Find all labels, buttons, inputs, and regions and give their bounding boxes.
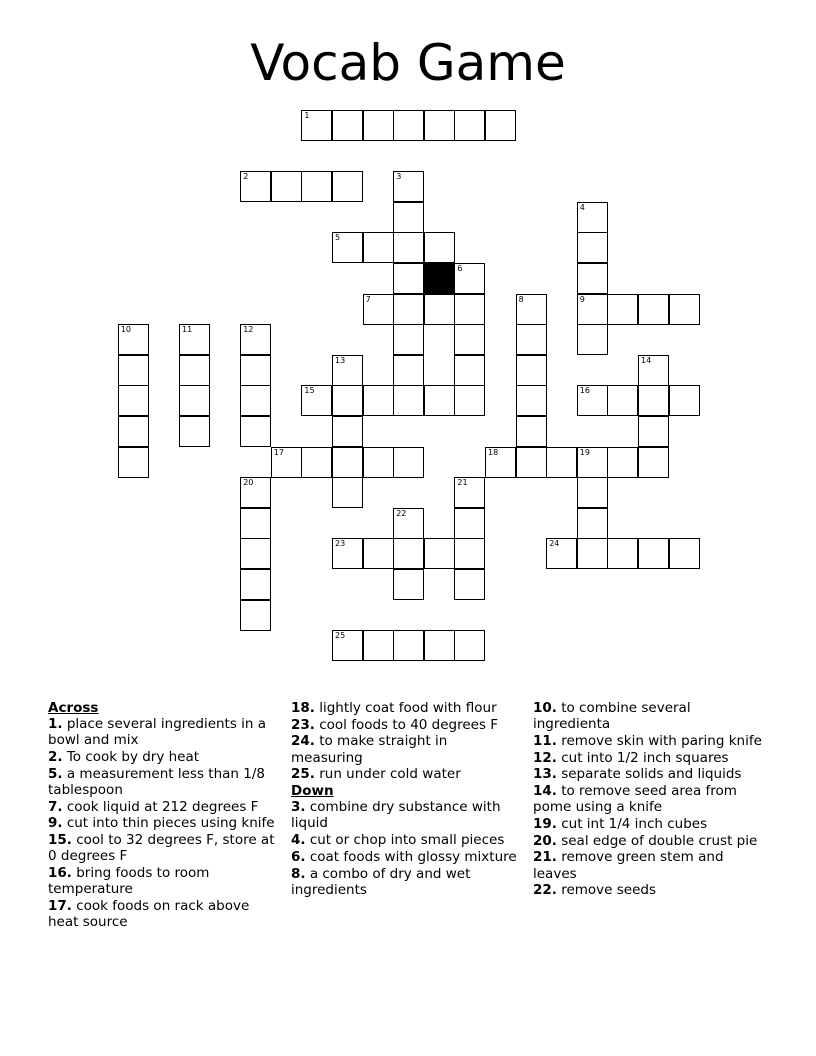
clue-text: to combine several ingredienta xyxy=(533,700,691,733)
clue-number: 11 xyxy=(182,325,193,335)
clue-num: 12. xyxy=(533,749,557,766)
grid-cell[interactable] xyxy=(454,263,485,294)
clue-num: 9. xyxy=(48,815,63,832)
grid-cell[interactable] xyxy=(424,538,455,569)
clue-num: 11. xyxy=(533,732,557,749)
grid-cell[interactable] xyxy=(577,263,608,294)
grid-cell[interactable] xyxy=(516,355,547,386)
clue-item xyxy=(48,749,278,765)
clue-text: to remove seed area from pome using a knife xyxy=(533,783,737,816)
grid-cell[interactable] xyxy=(240,324,271,355)
grid-cell[interactable] xyxy=(516,416,547,447)
grid-cell[interactable] xyxy=(424,630,455,661)
clue-text: To cook by dry heat xyxy=(62,749,200,766)
section-heading: Across xyxy=(48,700,99,716)
clue-number: 9 xyxy=(579,294,585,304)
grid-cell[interactable] xyxy=(118,385,149,416)
clue-text: cut into 1/2 inch squares xyxy=(556,749,729,766)
clue-text: a combo of dry and wet ingredients xyxy=(291,865,471,898)
grid-cell[interactable] xyxy=(118,447,149,478)
grid-cell[interactable] xyxy=(393,630,424,661)
grid-cell[interactable] xyxy=(332,630,363,661)
clue-num: 23. xyxy=(291,716,315,733)
grid-cell[interactable] xyxy=(607,294,638,325)
clue-column-3 xyxy=(533,700,768,899)
clue-number: 23 xyxy=(335,539,346,549)
grid-cell[interactable] xyxy=(454,324,485,355)
grid-cell[interactable] xyxy=(179,416,210,447)
clue-num: 20. xyxy=(533,832,557,849)
grid-cell[interactable] xyxy=(118,355,149,386)
clue-text: place several ingredients in a bowl and mix xyxy=(48,716,267,749)
grid-cell[interactable] xyxy=(577,324,608,355)
grid-cell[interactable] xyxy=(485,447,516,478)
clue-item xyxy=(48,815,278,831)
grid-cell[interactable] xyxy=(363,447,394,478)
grid-cell[interactable] xyxy=(454,355,485,386)
clue-number: 5 xyxy=(335,233,341,243)
clue-item xyxy=(291,766,521,782)
grid-cell[interactable] xyxy=(363,232,394,263)
grid-cell[interactable] xyxy=(638,416,669,447)
grid-cell[interactable] xyxy=(363,538,394,569)
grid-cell[interactable] xyxy=(607,385,638,416)
clue-text: remove skin with paring knife xyxy=(556,732,762,749)
grid-cell[interactable] xyxy=(393,508,424,539)
clue-text: cool to 32 degrees F, store at 0 degrees F xyxy=(48,832,275,865)
grid-cell[interactable] xyxy=(424,294,455,325)
grid-cell[interactable] xyxy=(424,232,455,263)
grid-cell[interactable] xyxy=(577,477,608,508)
clue-text: cut int 1/4 inch cubes xyxy=(556,815,708,832)
clue-item xyxy=(48,898,278,930)
clue-num: 16. xyxy=(48,865,72,882)
grid-cell[interactable] xyxy=(485,110,516,141)
clue-number: 12 xyxy=(243,325,254,335)
clue-number: 2 xyxy=(243,172,249,182)
grid-cell[interactable] xyxy=(301,110,332,141)
grid-cell[interactable] xyxy=(393,447,424,478)
clue-num: 1. xyxy=(48,716,63,733)
clue-number: 13 xyxy=(335,355,346,365)
grid-cell[interactable] xyxy=(393,294,424,325)
clue-text: cut into thin pieces using knife xyxy=(62,815,275,832)
grid-cell[interactable] xyxy=(638,447,669,478)
grid-cell[interactable] xyxy=(240,416,271,447)
grid-cell[interactable] xyxy=(546,447,577,478)
grid-cell[interactable] xyxy=(454,110,485,141)
grid-cell[interactable] xyxy=(669,385,700,416)
clue-number: 21 xyxy=(457,478,468,488)
clue-num: 13. xyxy=(533,766,557,783)
grid-cell[interactable] xyxy=(301,447,332,478)
grid-cell[interactable] xyxy=(424,385,455,416)
grid-cell[interactable] xyxy=(454,294,485,325)
clue-number: 1 xyxy=(304,111,310,120)
clue-text: cool foods to 40 degrees F xyxy=(314,716,499,733)
grid-cell[interactable] xyxy=(638,355,669,386)
grid-cell[interactable] xyxy=(118,416,149,447)
section-heading: Down xyxy=(291,783,334,800)
black-square xyxy=(424,263,455,294)
clue-text: cut or chop into small pieces xyxy=(305,832,505,849)
grid-cell[interactable] xyxy=(454,385,485,416)
grid-cell[interactable] xyxy=(454,477,485,508)
clue-number: 4 xyxy=(579,202,585,212)
grid-cell[interactable] xyxy=(332,385,363,416)
grid-cell[interactable] xyxy=(454,630,485,661)
clue-column-2 xyxy=(291,700,521,898)
grid-cell[interactable] xyxy=(240,171,271,202)
grid-cell[interactable] xyxy=(332,416,363,447)
grid-cell[interactable] xyxy=(393,202,424,233)
clue-item xyxy=(48,766,278,798)
clue-number: 3 xyxy=(396,172,402,182)
clue-number: 10 xyxy=(120,325,131,335)
grid-cell[interactable] xyxy=(301,171,332,202)
clue-item xyxy=(291,733,521,765)
grid-cell[interactable] xyxy=(271,447,302,478)
clue-num: 4. xyxy=(291,832,306,849)
page-title: Vocab Game xyxy=(250,34,566,92)
clue-num: 18. xyxy=(291,700,315,716)
grid-cell[interactable] xyxy=(271,171,302,202)
clue-text: lightly coat food with flour xyxy=(314,700,497,716)
clue-text: coat foods with glossy mixture xyxy=(305,848,517,865)
clue-number: 18 xyxy=(488,447,499,457)
clue-num: 6. xyxy=(291,848,306,865)
grid-cell[interactable] xyxy=(240,508,271,539)
clue-num: 14. xyxy=(533,783,557,800)
grid-cell[interactable] xyxy=(240,355,271,386)
grid-cell[interactable] xyxy=(332,447,363,478)
grid-cell[interactable] xyxy=(546,538,577,569)
grid-cell[interactable] xyxy=(332,477,363,508)
clue-item xyxy=(533,733,768,749)
clue-text: to make straight in measuring xyxy=(291,733,448,766)
clue-num: 3. xyxy=(291,799,306,816)
clue-text: remove green stem and leaves xyxy=(533,849,724,882)
clue-item xyxy=(291,700,521,716)
grid-cell[interactable] xyxy=(669,538,700,569)
grid-cell[interactable] xyxy=(393,538,424,569)
grid-cell[interactable] xyxy=(240,600,271,631)
clue-text: remove seeds xyxy=(556,882,657,899)
clue-num: 10. xyxy=(533,700,557,716)
grid-cell[interactable] xyxy=(240,569,271,600)
clue-item xyxy=(533,849,768,881)
grid-cell[interactable] xyxy=(393,171,424,202)
grid-cell[interactable] xyxy=(577,202,608,233)
clue-number: 19 xyxy=(579,447,590,457)
grid-cell[interactable] xyxy=(363,110,394,141)
grid-cell[interactable] xyxy=(179,324,210,355)
clue-text: separate solids and liquids xyxy=(556,766,742,783)
clue-item xyxy=(48,865,278,897)
clue-number: 6 xyxy=(457,264,463,273)
grid-cell[interactable] xyxy=(577,385,608,416)
clue-item xyxy=(291,717,521,733)
clue-text: cook liquid at 212 degrees F xyxy=(62,798,259,815)
grid-cell[interactable] xyxy=(118,324,149,355)
grid-cell[interactable] xyxy=(332,171,363,202)
grid-cell[interactable] xyxy=(577,447,608,478)
grid-cell[interactable] xyxy=(363,385,394,416)
grid-cell[interactable] xyxy=(516,294,547,325)
clue-item xyxy=(291,799,521,831)
clue-num: 21. xyxy=(533,849,557,866)
clue-text: seal edge of double crust pie xyxy=(556,832,758,849)
grid-cell[interactable] xyxy=(393,385,424,416)
grid-cell[interactable] xyxy=(607,447,638,478)
clue-text: cook foods on rack above heat source xyxy=(48,897,250,931)
grid-cell[interactable] xyxy=(424,110,455,141)
clue-item xyxy=(48,832,278,864)
clue-number: 16 xyxy=(579,386,590,396)
grid-cell[interactable] xyxy=(332,355,363,386)
grid-cell[interactable] xyxy=(332,110,363,141)
clue-text: a measurement less than 1/8 tablespoon xyxy=(48,765,265,799)
clue-num: 5. xyxy=(48,765,63,782)
grid-cell[interactable] xyxy=(393,355,424,386)
clue-item xyxy=(291,866,521,898)
clue-num: 22. xyxy=(533,882,557,899)
grid-cell[interactable] xyxy=(607,538,638,569)
clue-text: combine dry substance with liquid xyxy=(291,799,501,832)
clue-num: 15. xyxy=(48,832,72,849)
grid-cell[interactable] xyxy=(240,477,271,508)
clue-number: 8 xyxy=(518,294,524,304)
clue-item xyxy=(533,766,768,782)
clue-number: 25 xyxy=(335,631,346,641)
grid-cell[interactable] xyxy=(577,538,608,569)
clue-number: 17 xyxy=(273,447,284,457)
grid-cell[interactable] xyxy=(669,294,700,325)
clue-number: 14 xyxy=(641,355,652,365)
grid-cell[interactable] xyxy=(179,355,210,386)
grid-cell[interactable] xyxy=(240,385,271,416)
grid-cell[interactable] xyxy=(393,263,424,294)
grid-cell[interactable] xyxy=(454,538,485,569)
grid-cell[interactable] xyxy=(393,232,424,263)
grid-cell[interactable] xyxy=(516,324,547,355)
grid-cell[interactable] xyxy=(301,385,332,416)
clue-number: 22 xyxy=(396,508,407,518)
clue-num: 24. xyxy=(291,733,315,750)
clue-number: 20 xyxy=(243,478,254,488)
grid-cell[interactable] xyxy=(393,110,424,141)
clue-num: 2. xyxy=(48,749,63,766)
clue-item xyxy=(533,783,768,815)
grid-cell[interactable] xyxy=(332,538,363,569)
grid-cell[interactable] xyxy=(516,385,547,416)
grid-cell[interactable] xyxy=(240,538,271,569)
clue-column-1 xyxy=(48,700,278,931)
clue-num: 8. xyxy=(291,865,306,882)
clue-item xyxy=(533,816,768,832)
clue-item xyxy=(533,833,768,849)
grid-cell[interactable] xyxy=(577,232,608,263)
clue-item xyxy=(291,832,521,848)
clue-text: bring foods to room temperature xyxy=(48,865,210,898)
clue-number: 15 xyxy=(304,386,315,396)
grid-cell[interactable] xyxy=(577,508,608,539)
clue-item xyxy=(533,882,768,898)
clue-item xyxy=(533,700,768,732)
clue-number: 24 xyxy=(549,539,560,549)
clue-num: 19. xyxy=(533,815,557,832)
grid-cell[interactable] xyxy=(393,569,424,600)
grid-cell[interactable] xyxy=(638,294,669,325)
clue-item xyxy=(291,849,521,865)
clue-item xyxy=(48,799,278,815)
grid-cell[interactable] xyxy=(577,294,608,325)
grid-cell[interactable] xyxy=(638,385,669,416)
clue-num: 25. xyxy=(291,766,315,783)
clue-number: 7 xyxy=(365,294,371,304)
grid-cell[interactable] xyxy=(516,447,547,478)
grid-cell[interactable] xyxy=(454,508,485,539)
grid-cell[interactable] xyxy=(638,538,669,569)
grid-cell[interactable] xyxy=(363,294,394,325)
clue-text: run under cold water xyxy=(314,766,461,783)
grid-cell[interactable] xyxy=(393,324,424,355)
clue-num: 7. xyxy=(48,798,63,815)
clue-item xyxy=(533,750,768,766)
clue-num: 17. xyxy=(48,897,72,914)
grid-cell[interactable] xyxy=(179,385,210,416)
grid-cell[interactable] xyxy=(332,232,363,263)
clue-item xyxy=(48,716,278,748)
grid-cell[interactable] xyxy=(454,569,485,600)
grid-cell[interactable] xyxy=(363,630,394,661)
